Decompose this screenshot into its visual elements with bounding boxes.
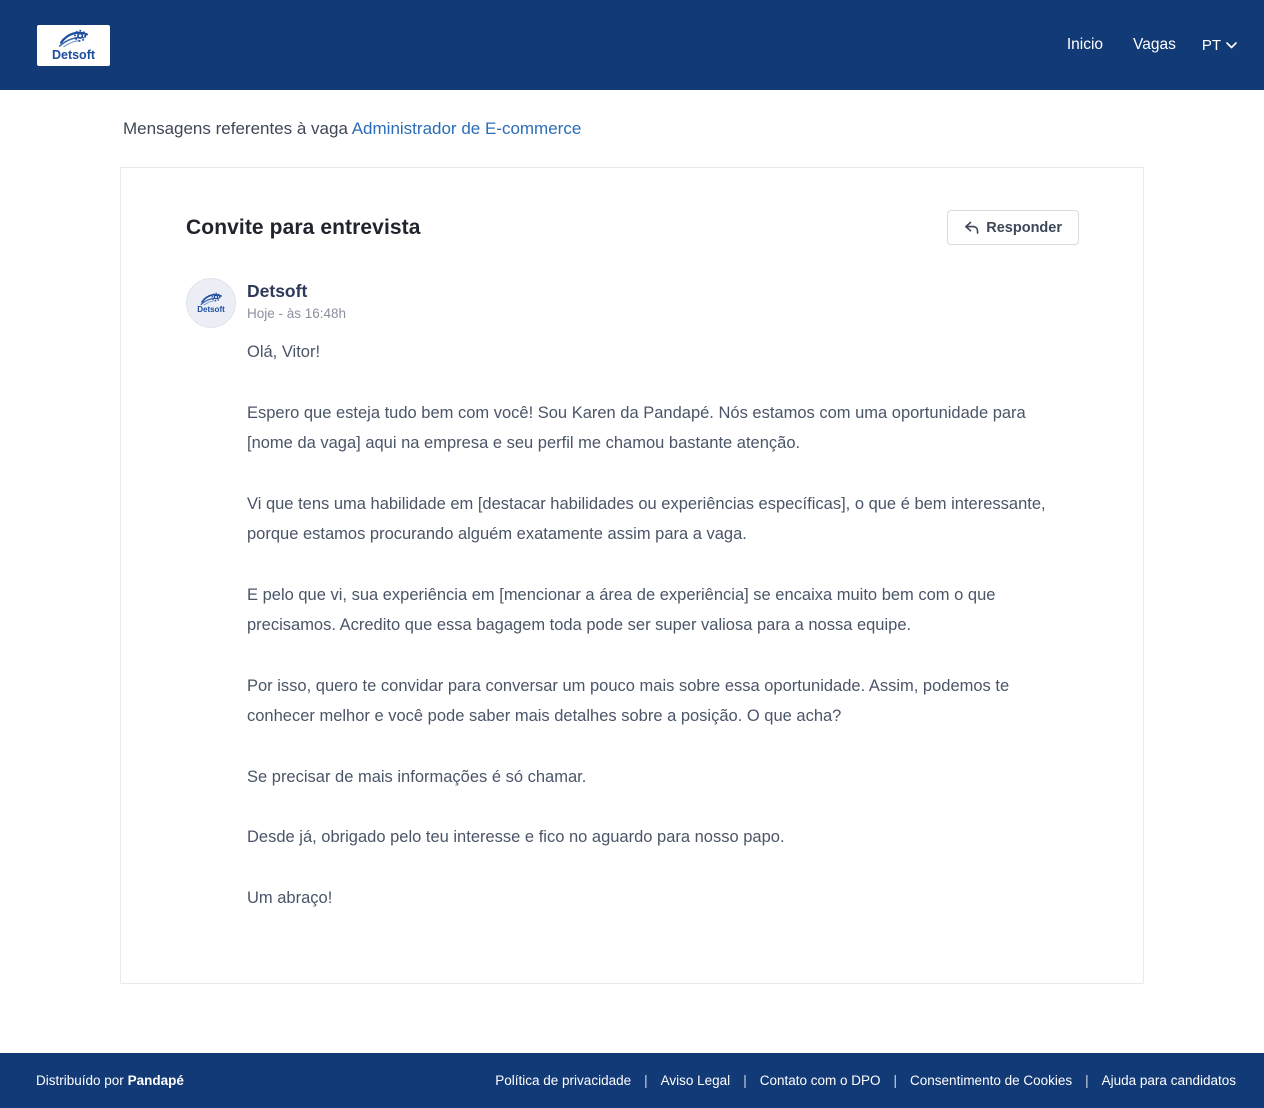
nav-inicio[interactable]: Inicio: [1066, 36, 1104, 53]
message-paragraph: Um abraço!: [247, 888, 333, 907]
distributed-by-brand: Pandapé: [127, 1073, 184, 1088]
main-content: [120, 90, 1144, 984]
message-paragraph: Se precisar de mais informações é só chamar.: [247, 767, 587, 786]
message-column: [247, 278, 1079, 913]
message-paragraph: Vi que tens uma habilidade em [destacar habilidades ou experiências específicas], o que é bem interessante, porque estamos procurando alguém exatamente assim para a vaga.: [247, 494, 1046, 543]
avatar-text: Detsoft: [197, 305, 225, 314]
footer-separator: |: [644, 1073, 648, 1088]
distributed-by-text: Distribuído por: [36, 1073, 124, 1088]
app-header: [0, 0, 1264, 90]
detsoft-logo[interactable]: [37, 25, 110, 66]
footer-link-legal[interactable]: Aviso Legal: [660, 1073, 731, 1088]
message-title: Convite para entrevista: [186, 215, 421, 239]
avatar: [186, 278, 236, 328]
footer-separator: |: [1085, 1073, 1089, 1088]
language-selector[interactable]: [1202, 37, 1237, 54]
footer-separator: |: [743, 1073, 747, 1088]
footer-link-help[interactable]: Ajuda para candidatos: [1101, 1073, 1236, 1088]
footer-links: [495, 1073, 1236, 1088]
breadcrumb-text: Mensagens referentes à vaga: [123, 119, 348, 138]
message-paragraph: E pelo que vi, sua experiência em [mencionar a área de experiência] se encaixa muito bem com o que precisamos. Acredito que essa bagagem toda pode ser super valiosa para a nossa equipe.: [247, 585, 996, 634]
reply-button-label: Responder: [986, 219, 1062, 236]
message-paragraph: Olá, Vitor!: [247, 343, 321, 361]
message-paragraph: Espero que esteja tudo bem com você! Sou Karen da Pandapé. Nós estamos com uma oportunidade para [nome da vaga] aqui na empresa e seu perfil me chamou bastante atenção.: [247, 403, 1026, 452]
detsoft-logo-icon: [198, 292, 225, 306]
app-footer: [0, 1053, 1264, 1108]
top-nav: [1067, 36, 1237, 54]
breadcrumb: [120, 119, 1144, 139]
message: [186, 278, 1079, 913]
nav-vagas[interactable]: Vagas: [1133, 36, 1176, 53]
language-label: PT: [1201, 36, 1221, 54]
message-paragraph: Desde já, obrigado pelo teu interesse e fico no aguardo para nosso papo.: [247, 828, 785, 846]
chevron-down-icon: [1226, 42, 1237, 49]
message-body: [247, 337, 1079, 913]
message-card-header: [186, 210, 1079, 245]
distributed-by: [36, 1073, 184, 1088]
sender-name: Detsoft: [247, 281, 308, 301]
footer-link-privacy[interactable]: Política de privacidade: [495, 1073, 632, 1088]
message-timestamp: Hoje - às 16:48h: [247, 306, 347, 321]
footer-separator: |: [893, 1073, 898, 1088]
detsoft-logo-text: Detsoft: [51, 47, 96, 62]
vacancy-link[interactable]: Administrador de E-commerce: [351, 119, 582, 138]
message-paragraph: Por isso, quero te convidar para conversar um pouco mais sobre essa oportunidade. Assim, podemos te conhecer melhor e você pode saber mais detalhes sobre a posição. O que acha?: [247, 676, 1010, 725]
footer-link-dpo[interactable]: Contato com o DPO: [759, 1073, 881, 1088]
footer-link-cookies[interactable]: Consentimento de Cookies: [910, 1073, 1073, 1088]
reply-icon: [964, 221, 979, 235]
message-card: [120, 167, 1144, 984]
reply-button[interactable]: [947, 210, 1079, 245]
detsoft-logo-icon: [54, 29, 94, 48]
